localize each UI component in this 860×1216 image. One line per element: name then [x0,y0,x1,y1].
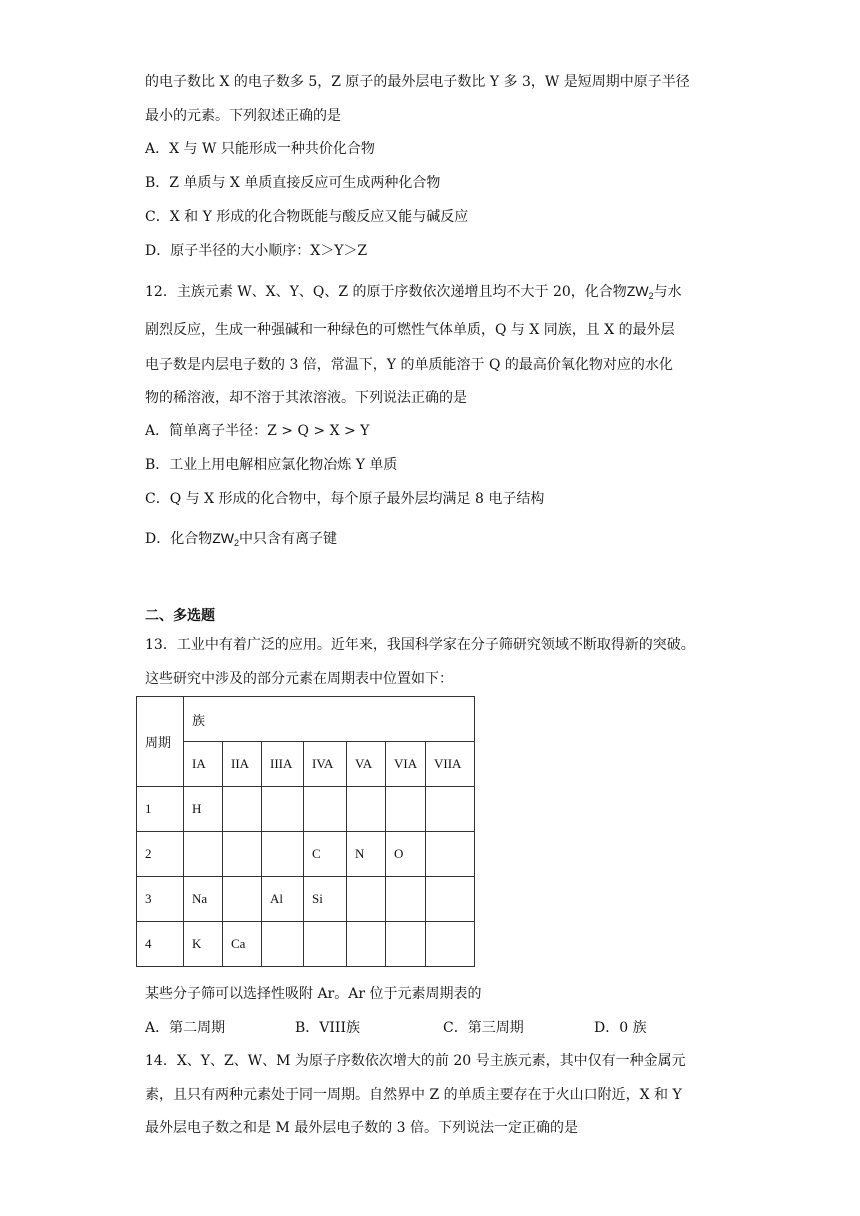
element-cell: Na [184,877,223,922]
q12-option-d [145,528,337,553]
q12-d-formula-zw2 [212,530,239,546]
element-cell: H [184,787,223,832]
element-cell [262,787,304,832]
element-cell [223,787,262,832]
q11-option-c: C．X 和 Y 形成的化合物既能与酸反应又能与碱反应 [145,209,469,225]
group-label: IIA [223,742,262,787]
element-cell [426,922,475,967]
q13-option-b: B．VIII族 [295,1020,360,1036]
q11-text-line-2: 最小的元素。下列叙述正确的是 [145,108,341,124]
q14-text-line-3: 最外层电子数之和是 M 最外层电子数的 3 倍。下列说法一定正确的是 [145,1120,579,1136]
table-row [137,832,475,877]
element-cell [304,787,347,832]
q12-option-a: A．简单离子半径：Z > Q > X > Y [145,423,370,439]
q12-option-b: B．工业上用电解相应氯化物冶炼 Y 单质 [145,457,398,473]
section-heading-multiple-choice: 二、多选题 [145,608,215,624]
element-cell [304,922,347,967]
q12-text-line-1 [145,281,682,306]
q14-text-line-2: 素，且只有两种元素处于同一周期。自然界中 Z 的单质主要存在于火山口附近，X 和 Y [145,1087,682,1103]
element-cell [262,832,304,877]
q13-option-a: A．第二周期 [145,1020,226,1036]
element-cell [223,832,262,877]
element-cell: O [386,832,426,877]
q13-option-d: D．0 族 [594,1020,647,1036]
period-number: 4 [137,922,184,967]
q14-text-line-1: 14．X、Y、Z、W、M 为原子序数依次增大的前 20 号主族元素，其中仅有一种金属元 [145,1053,686,1069]
q11-option-b: B．Z 单质与 X 单质直接反应可生成两种化合物 [145,175,441,191]
q11-text-line-1: 的电子数比 X 的电子数多 5，Z 原子的最外层电子数比 Y 多 3，W 是短周期中原子半径 [145,74,690,90]
element-cell: K [184,922,223,967]
periodic-table [136,696,475,967]
period-number: 1 [137,787,184,832]
group-label: VIA [386,742,426,787]
table-row [137,922,475,967]
formula-subscript: 2 [234,538,240,548]
group-label: VIIA [426,742,475,787]
formula-main: ZW [212,530,234,546]
formula-subscript: 2 [648,291,654,301]
element-cell: C [304,832,347,877]
group-label: VA [347,742,386,787]
period-header-cell: 周期 [137,697,184,787]
q12-formula-zw2 [627,283,654,299]
element-cell [386,922,426,967]
element-cell [262,922,304,967]
element-cell [347,877,386,922]
table-row [137,787,475,832]
element-cell [426,787,475,832]
element-cell [223,877,262,922]
element-cell: Al [262,877,304,922]
element-cell: N [347,832,386,877]
q13-text-line-2: 这些研究中涉及的部分元素在周期表中位置如下： [145,671,453,687]
q11-option-a: A．X 与 W 只能形成一种共价化合物 [145,141,375,157]
q12-text-line-4: 物的稀溶液，却不溶于其浓溶液。下列说法正确的是 [145,390,467,406]
q12-option-d-tail: 中只含有离子键 [239,531,338,547]
q12-option-d-label: D．化合物 [145,531,213,547]
q12-option-c: C．Q 与 X 形成的化合物中，每个原子最外层均满足 8 电子结构 [145,491,545,507]
period-number: 3 [137,877,184,922]
formula-main: ZW [626,283,649,299]
element-cell [347,922,386,967]
group-label: IVA [304,742,347,787]
q13-text-line-3: 某些分子筛可以选择性吸附 Ar。Ar 位于元素周期表的 [145,986,482,1002]
q13-option-c: C．第三周期 [443,1020,524,1036]
element-cell [386,787,426,832]
q13-text-line-1: 13．工业中有着广泛的应用。近年来，我国科学家在分子筛研究领域不断取得新的突破。 [145,637,695,653]
element-cell [426,877,475,922]
q12-line1-tail: 与水 [653,284,682,300]
group-header-cell: 族 [184,697,475,742]
q12-text-line-2: 剧烈反应，生成一种强碱和一种绿色的可燃性气体单质，Q 与 X 同族，且 X 的最外层 [145,322,675,338]
q12-text-line-3: 电子数是内层电子数的 3 倍，常温下，Y 的单质能溶于 Q 的最高价氧化物对应的水化 [145,357,673,373]
table-row [137,877,475,922]
group-label: IIIA [262,742,304,787]
element-cell [426,832,475,877]
q12-line1-text: 12．主族元素 W、X、Y、Q、Z 的原于序数依次递增且均不大于 20，化合物 [145,284,627,300]
element-cell [386,877,426,922]
group-label: IA [184,742,223,787]
q11-option-d: D．原子半径的大小顺序：X＞Y＞Z [145,243,368,259]
element-cell: Si [304,877,347,922]
period-number: 2 [137,832,184,877]
element-cell [184,832,223,877]
element-cell: Ca [223,922,262,967]
element-cell [347,787,386,832]
